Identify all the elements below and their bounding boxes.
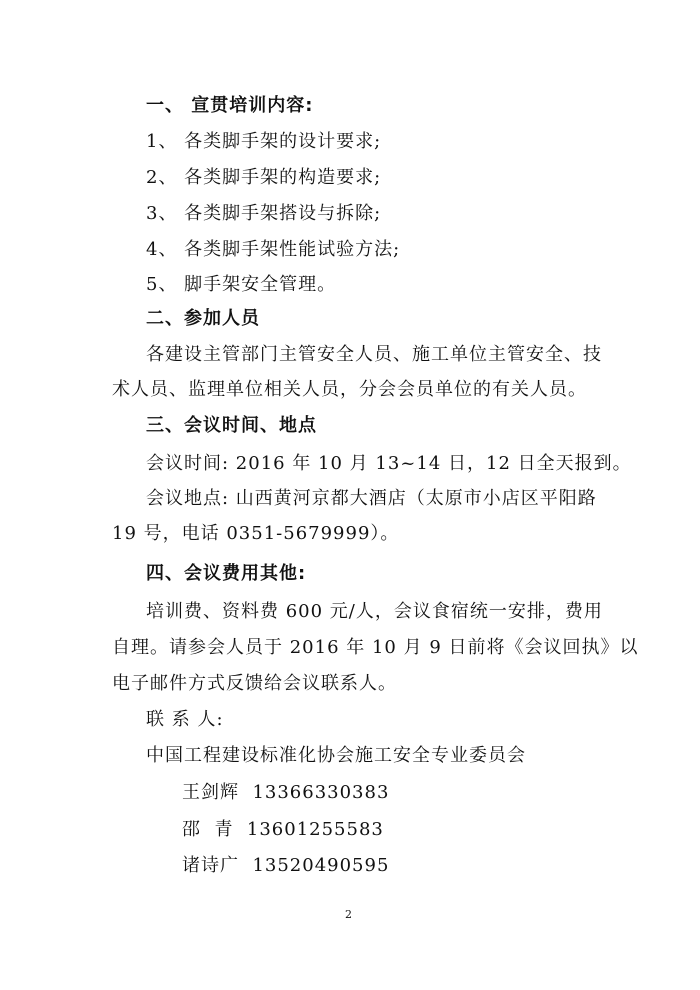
contacts-label: 联 系 人:: [146, 709, 224, 730]
section-four-line-3: 电子邮件方式反馈给会议联系人。: [112, 673, 397, 694]
section-four-title: 四、会议费用其他:: [146, 563, 307, 584]
meeting-location-cont: 19 号，电话 0351-5679999）。: [112, 523, 400, 544]
section-one-item-5: 5、 脚手架安全管理。: [146, 274, 337, 295]
section-one-item-3: 3、 各类脚手架搭设与拆除;: [146, 203, 382, 224]
section-two-line-2: 术人员、监理单位相关人员，分会会员单位的有关人员。: [112, 379, 587, 400]
section-four-line-2: 自理。请参会人员于 2016 年 10 月 9 日前将《会议回执》以: [112, 637, 639, 658]
contact-person-3: 诸诗广 13520490595: [182, 855, 390, 876]
section-one-title: 一、 宣贯培训内容:: [146, 95, 314, 116]
contact-person-2: 邵 青 13601255583: [182, 819, 384, 840]
contacts-organization: 中国工程建设标准化协会施工安全专业委员会: [146, 745, 526, 766]
section-one-item-2: 2、 各类脚手架的构造要求;: [146, 167, 382, 188]
page-number: 2: [345, 908, 352, 921]
contact-person-1: 王剑辉 13366330383: [182, 782, 390, 803]
meeting-time: 会议时间: 2016 年 10 月 13~14 日，12 日全天报到。: [146, 453, 632, 474]
section-two-title: 二、参加人员: [146, 308, 260, 329]
section-four-line-1: 培训费、资料费 600 元/人，会议食宿统一安排，费用: [146, 601, 603, 622]
section-two-line-1: 各建设主管部门主管安全人员、施工单位主管安全、技: [146, 344, 602, 365]
section-one-item-1: 1、 各类脚手架的设计要求;: [146, 131, 382, 152]
meeting-location: 会议地点: 山西黄河京都大酒店（太原市小店区平阳路: [146, 488, 597, 509]
section-three-title: 三、会议时间、地点: [146, 415, 317, 436]
section-one-item-4: 4、 各类脚手架性能试验方法;: [146, 239, 401, 260]
